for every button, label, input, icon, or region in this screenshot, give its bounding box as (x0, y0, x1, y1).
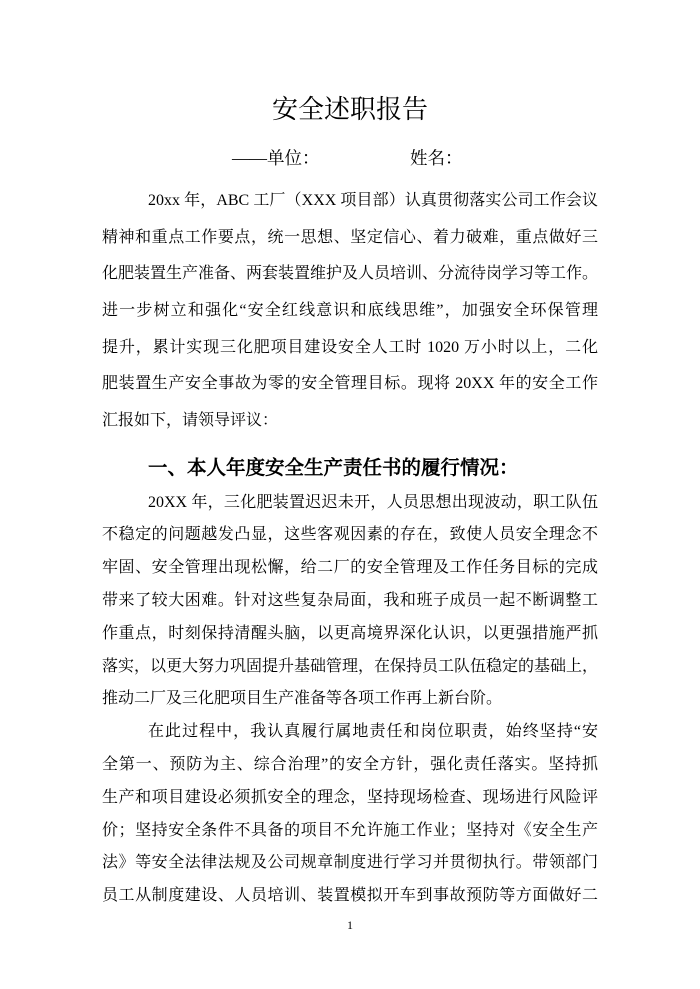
text-line: 在此过程中，我认真履行属地责任和岗位职责，始终坚持“安 (148, 723, 598, 741)
text-line: 汇报如下，请领导评议： (102, 412, 279, 430)
subtitle-unit-label: ——单位： (232, 148, 320, 168)
text-line: 牢固、安全管理出现松懈，给二厂的安全管理及工作任务目标的完成 (102, 559, 598, 577)
text-line: 推动二厂及三化肥项目生产准备等各项工作再上新台阶。 (102, 690, 503, 708)
text-line: 肥装置生产安全事故为零的安全管理目标。现将 20XX 年的安全工作 (102, 375, 598, 393)
page-number: 1 (347, 918, 353, 932)
text-line: 法》等安全法律法规及公司规章制度进行学习并贯彻执行。带领部门 (102, 854, 598, 872)
text-line: 20xx 年，ABC 工厂（XXX 项目部）认真贯彻落实公司工作会议 (148, 192, 598, 209)
text-line: 化肥装置生产准备、两套装置维护及人员培训、分流待岗学习等工作。 (102, 265, 599, 283)
text-line: 价；坚持安全条件不具备的项目不允许施工作业；坚持对《安全生产 (102, 821, 598, 839)
text-line: 作重点，时刻保持清醒头脑，以更高境界深化认识，以更强措施严抓 (102, 624, 598, 642)
subtitle-name-label: 姓名： (410, 148, 463, 168)
body-paragraph (102, 487, 598, 717)
text-line: 员工从制度建设、人员培训、装置模拟开车到事故预防等方面做好二 (102, 887, 598, 905)
section-heading: 一、本人年度安全生产责任书的履行情况： (148, 456, 519, 479)
text-line: 不稳定的问题越发凸显，这些客观因素的存在，致使人员安全理念不 (102, 526, 598, 544)
text-line: 精神和重点工作要点，统一思想、坚定信心、着力破难，重点做好三 (102, 228, 598, 246)
document-title: 安全述职报告 (271, 95, 428, 124)
text-line: 全第一、预防为主、综合治理”的安全方针，强化责任落实。坚持抓 (102, 755, 598, 773)
text-line: 带来了较大困难。针对这些复杂局面，我和班子成员一起不断调整工 (102, 591, 598, 609)
text-line: 提升，累计实现三化肥项目建设安全人工时 1020 万小时以上，二化 (102, 338, 598, 356)
text-line: 落实，以更大努力巩固提升基础管理，在保持员工队伍稳定的基础上， (102, 657, 599, 675)
text-line: 进一步树立和强化“安全红线意识和底线思维”，加强安全环保管理 (102, 302, 598, 320)
text-line: 20XX 年，三化肥装置迟迟未开，人员思想出现波动，职工队伍 (148, 493, 598, 511)
intro-paragraph (102, 183, 598, 440)
text-line: 生产和项目建设必须抓安全的理念，坚持现场检查、现场进行风险评 (102, 788, 598, 806)
body-paragraph (102, 716, 598, 913)
